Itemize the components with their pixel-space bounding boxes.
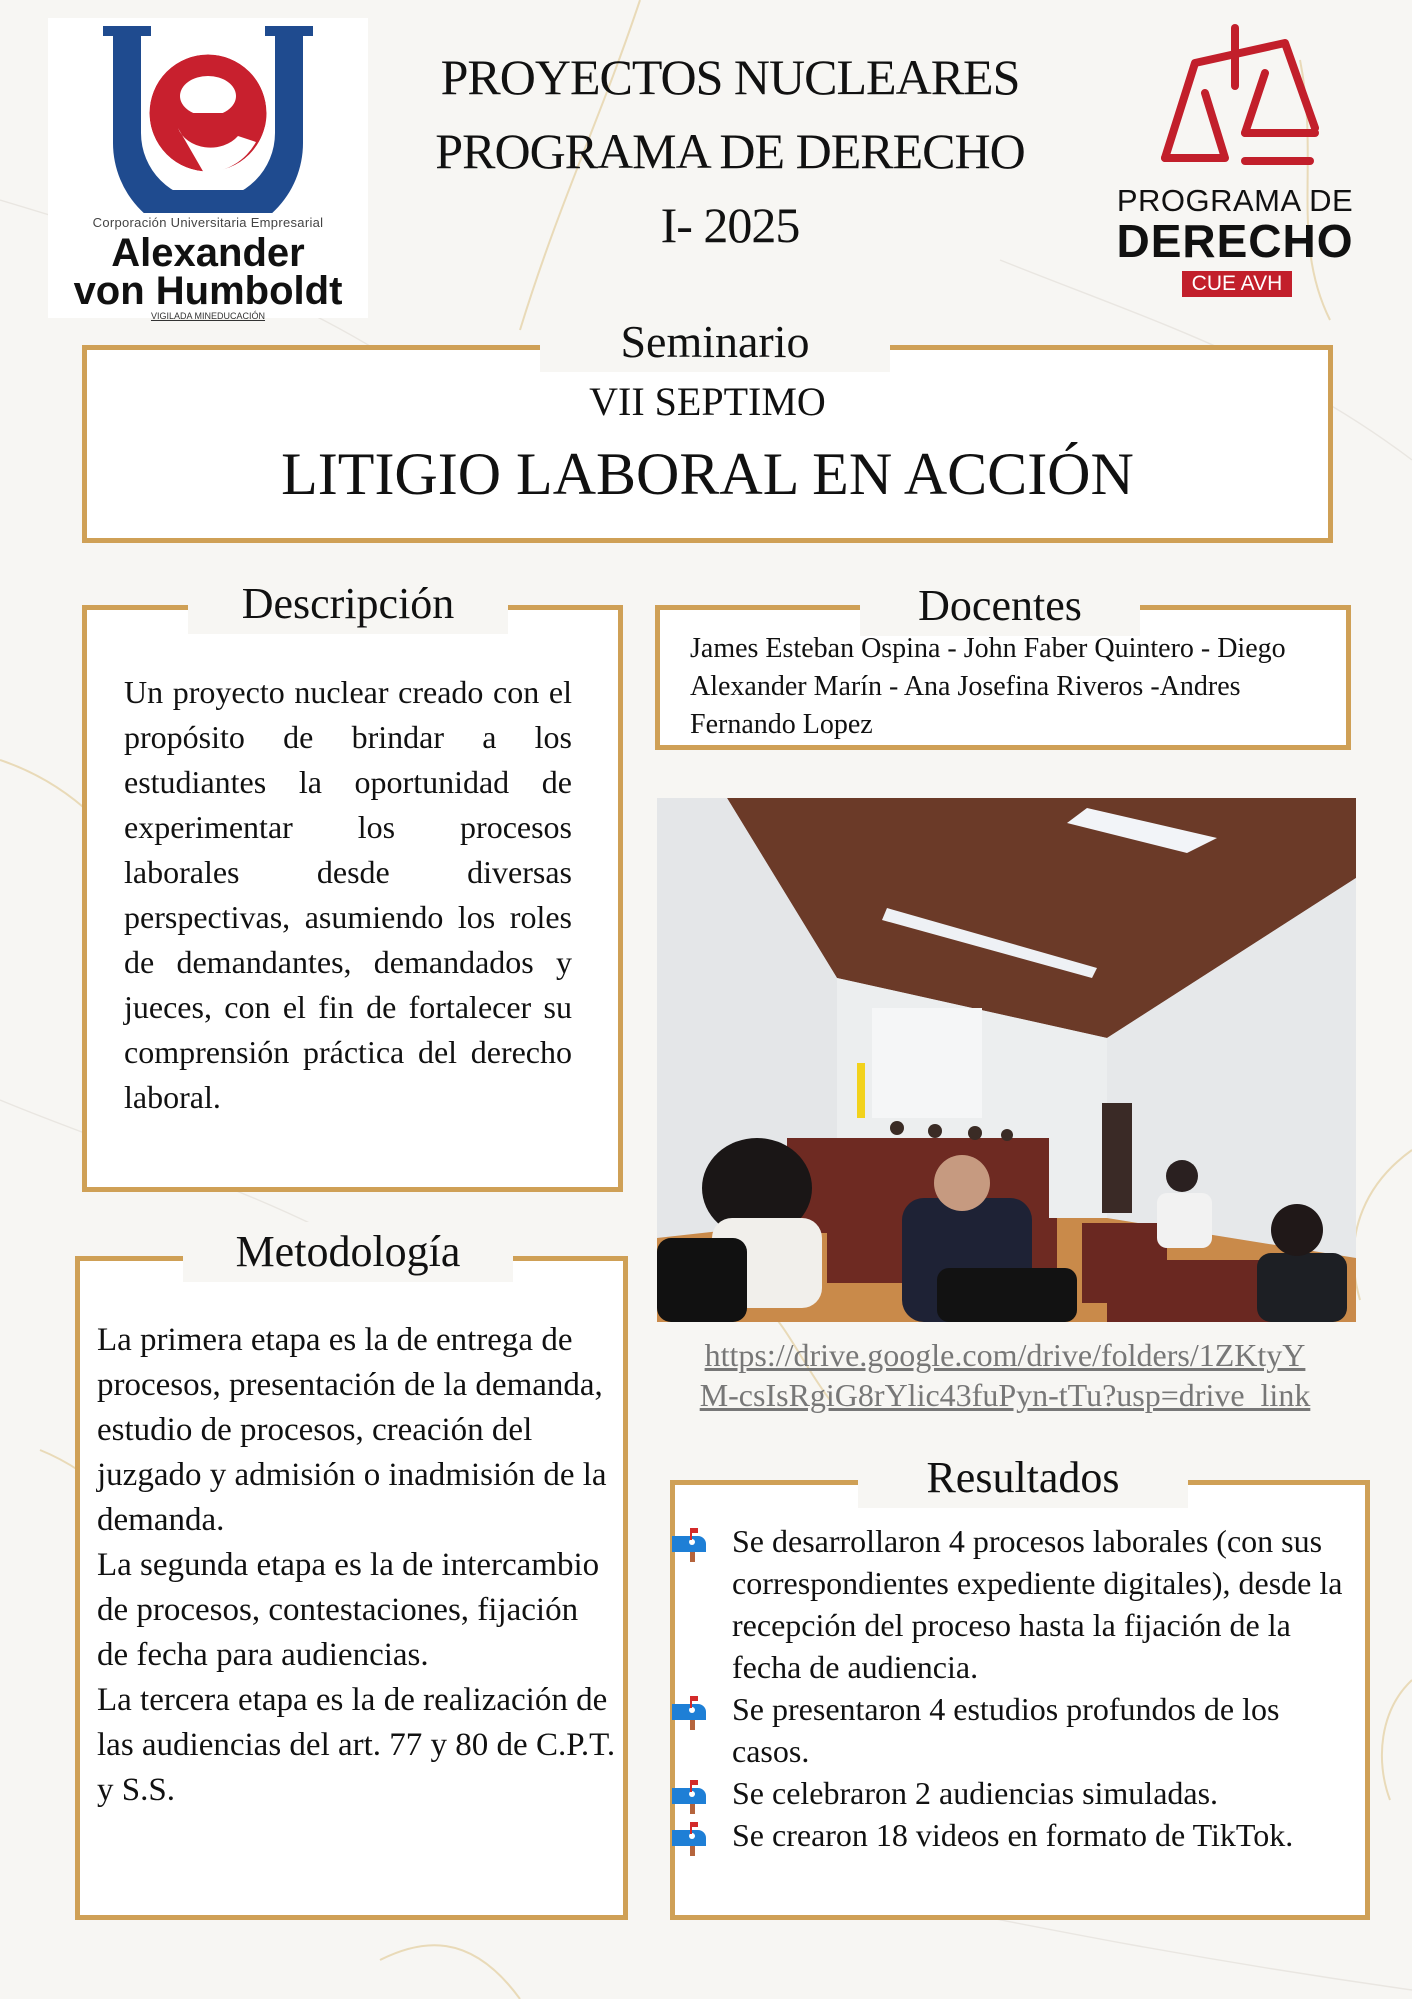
seminar-label: Seminario (540, 312, 890, 372)
mailbox-icon (668, 1694, 708, 1730)
mailbox-icon (668, 1778, 708, 1814)
drive-folder-link[interactable] (660, 1335, 1350, 1415)
logo-program-badge: CUE AVH (1182, 271, 1292, 297)
seminar-title: LITIGIO LABORAL EN ACCIÓN (281, 441, 1134, 507)
logo-program-line1: PROGRAMA DE (1116, 183, 1354, 218)
description-text: Un proyecto nuclear creado con el propósito de brindar a los estudiantes la oportunidad de experimentar los procesos laborales desde diversas perspectivas, asumiendo los roles de demandantes, demandados y jueces, con el fin de fortalecer su comprensión práctica del derecho laboral. (124, 674, 572, 1115)
logo-name-line1: Alexander (111, 231, 305, 275)
methodology-paragraph: La primera etapa es la de entrega de procesos, presentación de la demanda, estudio de procesos, creación del juzgado y admisión o inadmisión de la demanda. (97, 1322, 607, 1538)
title-line: I- 2025 (660, 197, 800, 253)
title-line: PROYECTOS NUCLEARES (440, 49, 1020, 105)
logo-program-line2: DERECHO (1116, 215, 1354, 267)
link-line1[interactable]: https://drive.google.com/drive/folders/1ZKtyY (704, 1337, 1306, 1373)
teachers-list: James Esteban Ospina - John Faber Quintero - Diego Alexander Marín - Ana Josefina Riveros -Andres Fernando Lopez (690, 633, 1286, 740)
university-logo (48, 18, 368, 321)
law-program-logo (1090, 18, 1380, 298)
page-title (390, 40, 1070, 262)
methodology-paragraph: La segunda etapa es la de intercambio de procesos, contestaciones, fijación de fecha para audiencias. (97, 1547, 600, 1673)
results-list (668, 1520, 1358, 1856)
ue-monogram-icon (48, 18, 368, 213)
courtroom-illustration (657, 798, 1356, 1322)
mailbox-icon (668, 1820, 708, 1856)
mailbox-icon (668, 1526, 708, 1562)
results-item (668, 1520, 1358, 1688)
teachers-heading: Docentes (860, 576, 1140, 636)
methodology-text (97, 1318, 617, 1813)
methodology-heading: Metodología (183, 1222, 513, 1282)
title-line: PROGRAMA DE DERECHO (435, 123, 1025, 179)
link-line2[interactable]: M-csIsRgiG8rYlic43fuPyn-tTu?usp=drive_link (699, 1377, 1311, 1413)
results-item (668, 1772, 1358, 1814)
logo-name-line2: von Humboldt (73, 269, 343, 313)
results-item-text: Se presentaron 4 estudios profundos de los casos. (732, 1691, 1280, 1769)
scales-of-justice-icon (1090, 18, 1380, 178)
logo-footer: VIGILADA MINEDUCACIÓN (150, 311, 266, 321)
results-item-text: Se crearon 18 videos en formato de TikTok. (732, 1817, 1294, 1853)
courtroom-photo (657, 798, 1356, 1322)
logo-subtitle: Corporación Universitaria Empresarial (92, 215, 324, 230)
methodology-paragraph: La tercera etapa es la de realización de las audiencias del art. 77 y 80 de C.P.T. y S.S. (97, 1682, 616, 1808)
description-heading: Descripción (188, 574, 508, 634)
results-item-text: Se desarrollaron 4 procesos laborales (con sus correspondientes expediente digitales), desde la recepción del proceso hasta la fijación de la fecha de audiencia. (732, 1523, 1343, 1685)
results-item-text: Se celebraron 2 audiencias simuladas. (732, 1775, 1219, 1811)
results-heading: Resultados (858, 1448, 1188, 1508)
results-item (668, 1688, 1358, 1772)
results-item (668, 1814, 1358, 1856)
seminar-level: VII SEPTIMO (589, 379, 826, 424)
